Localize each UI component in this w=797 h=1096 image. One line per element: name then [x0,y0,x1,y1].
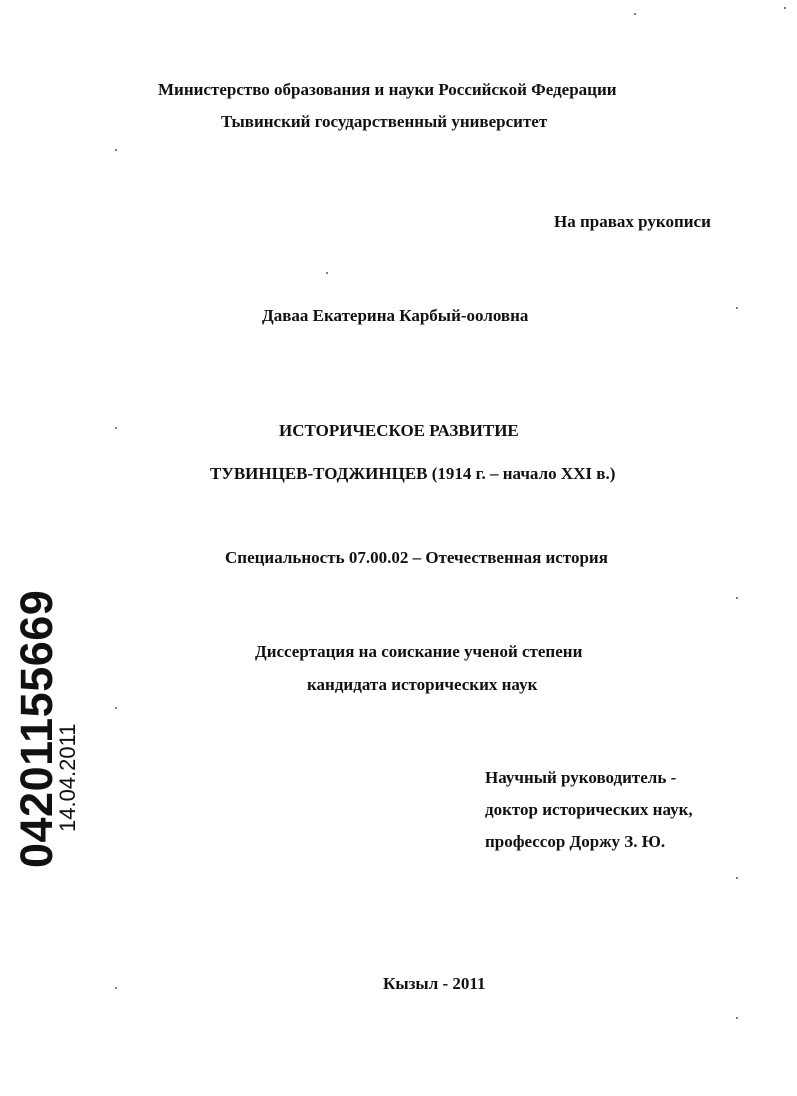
university-heading: Тывинский государственный университет [221,112,548,131]
specialty-line: Специальность 07.00.02 – Отечественная история [225,548,608,567]
supervisor-line-1: Научный руководитель - [485,768,677,787]
scan-speck [115,427,117,429]
degree-line-1: Диссертация на соискание ученой степени [255,642,583,661]
title-line-2: ТУВИНЦЕВ-ТОДЖИНЦЕВ (1914 г. – начало XXI в.) [210,464,616,483]
scan-speck [115,987,117,989]
scan-speck [736,1017,738,1019]
scan-speck [326,272,328,274]
scan-speck [736,877,738,879]
title-line-1: ИСТОРИЧЕСКОЕ РАЗВИТИЕ [279,421,519,440]
library-stamp-date: 14.04.2011 [55,723,80,832]
scan-speck [115,149,117,151]
supervisor-line-2: доктор исторических наук, [485,800,693,819]
scan-speck [736,307,738,309]
supervisor-line-3: профессор Доржу З. Ю. [485,832,666,851]
degree-line-2: кандидата исторических наук [307,675,538,694]
city-year: Кызыл - 2011 [383,974,486,993]
author-name: Даваа Екатерина Карбый-ооловна [262,306,529,325]
scan-speck [736,597,738,599]
scan-speck [115,707,117,709]
scan-speck [634,13,636,15]
manuscript-note: На правах рукописи [554,212,711,231]
library-stamp-code: 04201155669 [11,589,62,868]
ministry-heading: Министерство образования и науки Российской Федерации [158,80,617,99]
scan-speck [784,7,786,9]
